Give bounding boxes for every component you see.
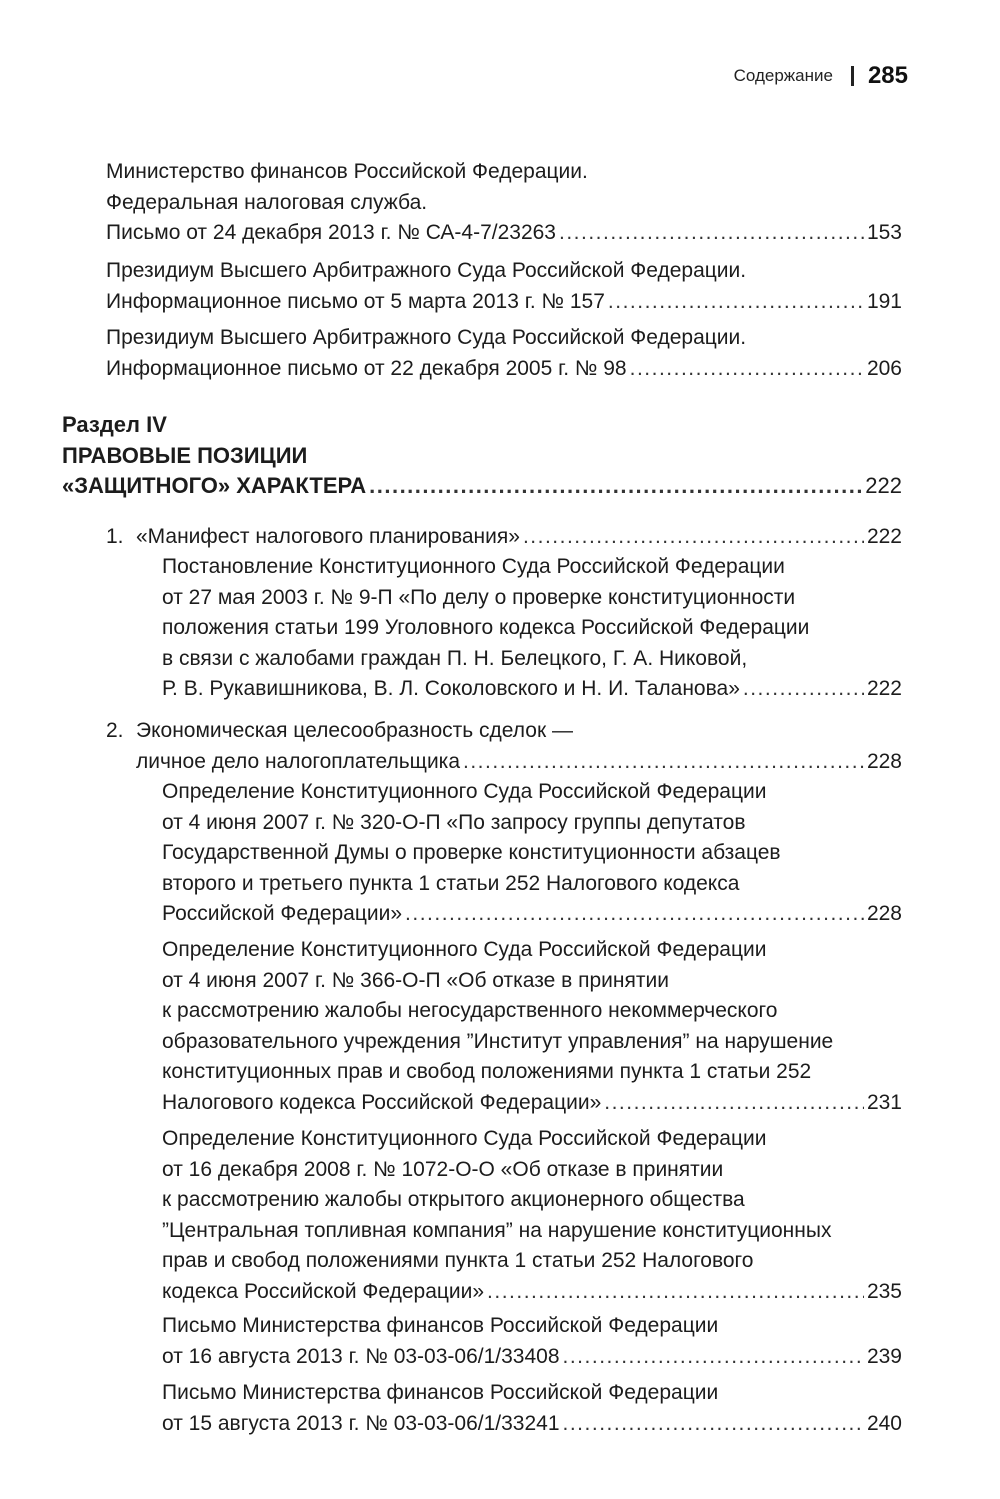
toc-entry-line: от 27 мая 2003 г. № 9-П «По делу о проверке конституционности — [162, 585, 796, 609]
toc-chapter[interactable] — [106, 716, 902, 777]
toc-page-number: 222 — [865, 473, 902, 498]
toc-leader-line — [162, 1088, 902, 1119]
toc-entry-line: кодекса Российской Федерации» — [162, 1279, 485, 1303]
dot-leader — [405, 899, 864, 930]
toc-entry-line: Определение Конституционного Суда Российской Федерации — [162, 938, 767, 961]
toc-page-number: 153 — [866, 221, 902, 244]
toc-page-number: 235 — [866, 1279, 902, 1303]
toc-entry-line: Информационное письмо от 5 марта 2013 г. № 157 — [106, 289, 605, 313]
toc-entry-line: положения статьи 199 Уголовного кодекса Российской Федерации — [162, 616, 810, 639]
toc-entry-line: Письмо Министерства финансов Российской Федерации — [162, 1381, 719, 1404]
toc-entry-line: Государственной Думы о проверке конституционности абзацев — [162, 841, 781, 864]
toc-document[interactable] — [162, 777, 902, 930]
toc-leader-line — [162, 1277, 902, 1308]
header-divider — [851, 66, 854, 86]
toc-entry-line: в связи с жалобами граждан П. Н. Белецкого, Г. А. Никовой, — [162, 646, 748, 670]
header-title: Содержание — [733, 66, 833, 85]
toc-leader-line — [162, 674, 902, 705]
dot-leader — [463, 747, 864, 778]
toc-page-number: 228 — [866, 902, 902, 925]
toc-page-number: 239 — [866, 1344, 902, 1368]
toc-entry-line: Налогового кодекса Российской Федерации» — [162, 1090, 602, 1114]
chapter-number: 2. — [106, 719, 124, 742]
toc-page-number: 206 — [866, 356, 902, 380]
toc-leader-line — [162, 899, 902, 930]
toc-entry-line: Письмо от 24 декабря 2013 г. № СА-4-7/23263 — [106, 221, 556, 244]
toc-entry-line: от 16 августа 2013 г. № 03-03-06/1/33408 — [162, 1344, 560, 1368]
toc-entry-line: к рассмотрению жалобы негосударственного некоммерческого — [162, 999, 778, 1022]
toc-entry[interactable] — [106, 256, 902, 317]
toc-entry-line: Определение Конституционного Суда Российской Федерации — [162, 1127, 767, 1150]
toc-entry-line: Российской Федерации» — [162, 902, 403, 925]
toc-page-number: 228 — [866, 749, 902, 773]
toc-chapter[interactable] — [106, 522, 902, 553]
dot-leader — [523, 522, 864, 553]
toc-page-number: 222 — [866, 677, 902, 700]
toc-entry-line: конституционных прав и свобод положениями пункта 1 статьи 252 — [162, 1060, 812, 1083]
section-title-line: «ЗАЩИТНОГО» ХАРАКТЕРА — [62, 473, 367, 498]
dot-leader — [563, 1409, 864, 1440]
toc-entry[interactable] — [106, 157, 902, 249]
toc-leader-line — [62, 471, 902, 502]
toc-page-number: 191 — [866, 289, 902, 313]
toc-entry-line: от 4 июня 2007 г. № 366-О-П «Об отказе в принятии — [162, 968, 669, 992]
toc-leader-line — [106, 522, 902, 553]
dot-leader — [608, 287, 864, 318]
section-label: Раздел IV — [62, 412, 167, 437]
toc-leader-line — [106, 354, 902, 385]
dot-leader — [559, 218, 864, 249]
dot-leader — [604, 1088, 864, 1119]
toc-entry-line: Президиум Высшего Арбитражного Суда Российской Федерации. — [106, 259, 747, 282]
toc-entry-line: к рассмотрению жалобы открытого акционерного общества — [162, 1188, 745, 1211]
toc-entry-line: Определение Конституционного Суда Российской Федерации — [162, 780, 767, 803]
dot-leader — [630, 354, 864, 385]
toc-page-number: 231 — [866, 1090, 902, 1114]
section-title-line: ПРАВОВЫЕ ПОЗИЦИИ — [62, 442, 308, 468]
toc-entry-line: Информационное письмо от 22 декабря 2005 г. № 98 — [106, 356, 627, 380]
dot-leader — [743, 674, 864, 705]
toc-entry-line: Письмо Министерства финансов Российской Федерации — [162, 1314, 719, 1337]
toc-entry-line: Президиум Высшего Арбитражного Суда Российской Федерации. — [106, 326, 747, 349]
toc-document[interactable] — [162, 935, 902, 1118]
toc-page-number: 222 — [866, 525, 902, 548]
toc-entry-line: от 4 июня 2007 г. № 320-О-П «По запросу группы депутатов — [162, 810, 746, 834]
toc-page-number: 240 — [866, 1411, 902, 1435]
toc-entry-line: образовательного учреждения ”Институт управления” на нарушение — [162, 1029, 834, 1053]
toc-entry-line: Р. В. Рукавишникова, В. Л. Соколовского и Н. И. Таланова» — [162, 677, 740, 700]
dot-leader — [487, 1277, 864, 1308]
toc-document[interactable] — [162, 1378, 902, 1439]
chapter-title: Экономическая целесообразность сделок — — [136, 719, 573, 742]
toc-leader-line — [106, 747, 902, 778]
toc-entry-line: Министерство финансов Российской Федерации. — [106, 160, 588, 183]
toc-document[interactable] — [162, 552, 902, 705]
dot-leader — [563, 1342, 864, 1373]
toc-entry-line: от 16 декабря 2008 г. № 1072-О-О «Об отказе в принятии — [162, 1157, 724, 1181]
toc-entry-line: от 15 августа 2013 г. № 03-03-06/1/33241 — [162, 1411, 560, 1435]
toc-entry-line: Федеральная налоговая служба. — [106, 190, 428, 214]
toc-entry-line: второго и третьего пункта 1 статьи 252 Налогового кодекса — [162, 871, 740, 895]
toc-entry[interactable] — [106, 323, 902, 384]
chapter-title: личное дело налогоплательщика — [136, 749, 461, 773]
dot-leader — [369, 471, 862, 502]
toc-leader-line — [106, 287, 902, 318]
toc-section[interactable] — [62, 410, 902, 502]
toc-document[interactable] — [162, 1311, 902, 1372]
chapter-number: 1. — [106, 525, 124, 548]
toc-entry-line: ”Центральная топливная компания” на нарушение конституционных — [162, 1218, 832, 1242]
toc-entry-line: Постановление Конституционного Суда Российской Федерации — [162, 555, 785, 578]
toc-entry-line: прав и свобод положениями пункта 1 статьи 252 Налогового — [162, 1249, 754, 1272]
toc-document[interactable] — [162, 1124, 902, 1307]
page-number: 285 — [867, 62, 908, 89]
toc-leader-line — [162, 1409, 902, 1440]
running-header — [734, 62, 908, 90]
toc-leader-line — [106, 218, 902, 249]
chapter-title: «Манифест налогового планирования» — [136, 525, 520, 548]
toc-leader-line — [162, 1342, 902, 1373]
